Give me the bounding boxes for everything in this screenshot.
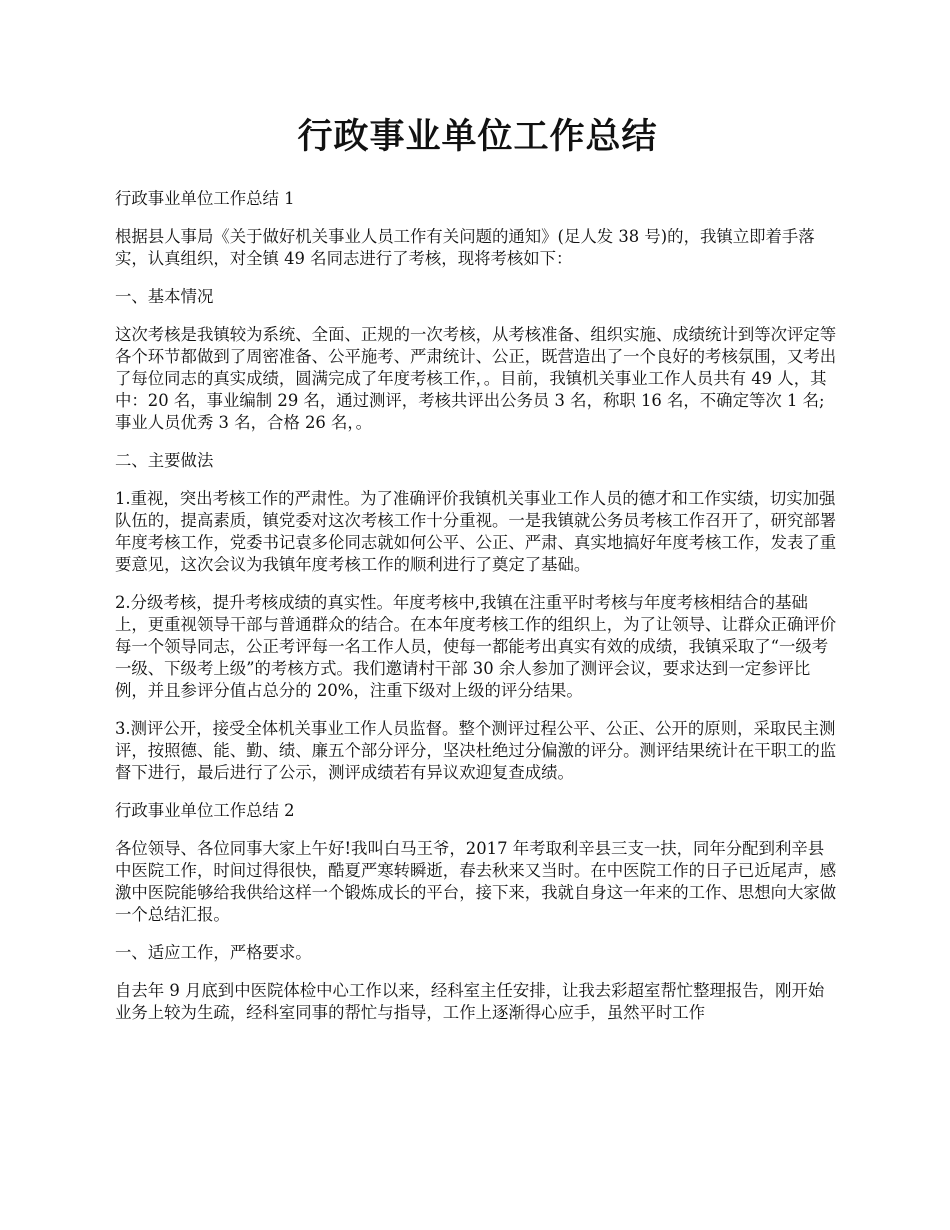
paragraph: 1.重视，突出考核工作的严肃性。为了准确评价我镇机关事业工作人员的德才和工作实绩，切实加强队伍的，提高素质，镇党委对这次考核工作十分重视。一是我镇就公务员考核工作召开了，研究部署年度考核工作，党委书记袁多伦同志就如何公平、公正、严肃、真实地搞好年度考核工作，发表了重要意见，这次会议为我镇年度考核工作的顺利进行了奠定了基础。 — [115, 489, 837, 574]
section-heading: 二、主要做法 — [115, 451, 214, 470]
document-page — [115, 110, 840, 1040]
paragraph: 这次考核是我镇较为系统、全面、正规的一次考核，从考核准备、组织实施、成绩统计到等次评定等各个环节都做到了周密准备、公平施考、严肃统计、公正，既营造出了一个良好的考核氛围，又考出了每位同志的真实成绩，圆满完成了年度考核工作，。目前，我镇机关事业工作人员共有 49 人，其中：20 名，事业编制 29 名，通过测评，考核共评出公务员 3 名，称职 16 名，不确定等次 1 名;事业人员优秀 3 名，合格 26 名，。 — [115, 325, 837, 432]
paragraph: 各位领导、各位同事大家上午好!我叫白马王爷，2017 年考取利辛县三支一扶，同年分配到利辛县中医院工作，时间过得很快，酷夏严寒转瞬逝，春去秋来又当时。在中医院工作的日子已近尾声，感激中医院能够给我供给这样一个锻炼成长的平台，接下来，我就自身这一年来的工作、思想向大家做一个总结汇报。 — [115, 839, 837, 924]
section-heading: 行政事业单位工作总结 1 — [115, 189, 295, 208]
section-heading: 一、适应工作，严格要求。 — [115, 943, 312, 962]
paragraph: 自去年 9 月底到中医院体检中心工作以来，经科室主任安排，让我去彩超室帮忙整理报告，刚开始业务上较为生疏，经科室同事的帮忙与指导，工作上逐渐得心应手，虽然平时工作 — [115, 981, 825, 1022]
document-title: 行政事业单位工作总结 — [297, 116, 658, 157]
paragraph: 3.测评公开，接受全体机关事业工作人员监督。整个测评过程公平、公正、公开的原则，采取民主测评，按照德、能、勤、绩、廉五个部分评分，坚决杜绝过分偏激的评分。测评结果统计在干职工的监督下进行，最后进行了公示，测评成绩若有异议欢迎复查成绩。 — [115, 719, 837, 782]
paragraph: 2.分级考核，提升考核成绩的真实性。年度考核中,我镇在注重平时考核与年度考核相结合的基础上，更重视领导干部与普通群众的结合。在本年度考核工作的组织上，为了让领导、让群众正确评价每一个领导同志，公正考评每一名工作人员，使每一都能考出真实有效的成绩，我镇采取了“一级考一级、下级考上级”的考核方式。我们邀请村干部 30 余人参加了测评会议，要求达到一定参评比例，并且参评分值占总分的 20%，注重下级对上级的评分结果。 — [115, 593, 837, 700]
paragraph: 根据县人事局《关于做好机关事业人员工作有关问题的通知》(足人发 38 号)的，我镇立即着手落实，认真组织，对全镇 49 名同志进行了考核，现将考核如下： — [115, 227, 815, 268]
section-heading: 一、基本情况 — [115, 287, 214, 306]
document-body — [115, 188, 840, 1024]
section-heading: 行政事业单位工作总结 2 — [115, 801, 295, 820]
